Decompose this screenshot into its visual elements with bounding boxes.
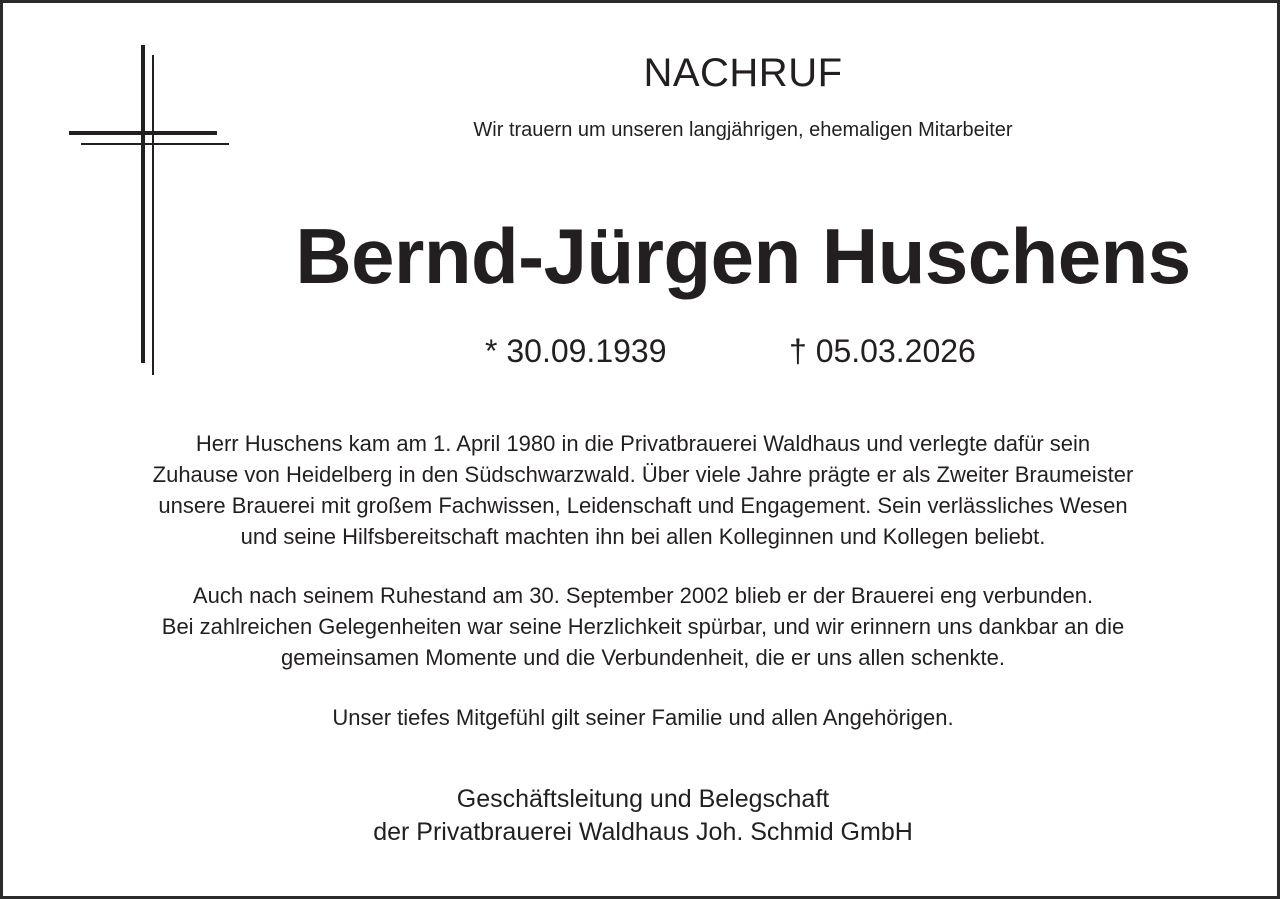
birth-date: * 30.09.1939 xyxy=(485,333,667,369)
paragraph-condolence xyxy=(63,702,1223,733)
signature-line: der Privatbrauerei Waldhaus Joh. Schmid GmbH xyxy=(373,818,913,846)
text-line: Zuhause von Heidelberg in den Südschwarzwald. Über viele Jahre prägte er als Zweiter Braumeister xyxy=(152,462,1134,487)
notice-heading: NACHRUF xyxy=(643,51,843,95)
text-line: unsere Brauerei mit großem Fachwissen, Leidenschaft und Engagement. Sein verlässliches Wesen xyxy=(158,493,1128,518)
death-date: † 05.03.2026 xyxy=(789,333,976,369)
cross-icon xyxy=(3,3,243,393)
text-line: Unser tiefes Mitgefühl gilt seiner Familie und allen Angehörigen. xyxy=(332,705,954,730)
text-line: und seine Hilfsbereitschaft machten ihn bei allen Kolleginnen und Kollegen beliebt. xyxy=(240,524,1046,549)
text-line: Auch nach seinem Ruhestand am 30. September 2002 blieb er der Brauerei eng verbunden. xyxy=(192,583,1094,608)
notice-intro: Wir trauern um unseren langjährigen, ehemaligen Mitarbeiter xyxy=(473,119,1013,141)
signature xyxy=(243,783,1043,849)
signature-line: Geschäftsleitung und Belegschaft xyxy=(456,785,830,813)
text-line: Bei zahlreichen Gelegenheiten war seine Herzlichkeit spürbar, und wir erinnern uns dankbar an die xyxy=(161,614,1125,639)
paragraph-career xyxy=(63,428,1223,552)
deceased-name: Bernd-Jürgen Huschens xyxy=(295,212,1191,300)
text-line: gemeinsamen Momente und die Verbundenheit, die er uns allen schenkte. xyxy=(280,645,1006,670)
text-line: Herr Huschens kam am 1. April 1980 in die Privatbrauerei Waldhaus und verlegte dafür sein xyxy=(195,431,1091,456)
paragraph-retirement xyxy=(63,580,1223,673)
